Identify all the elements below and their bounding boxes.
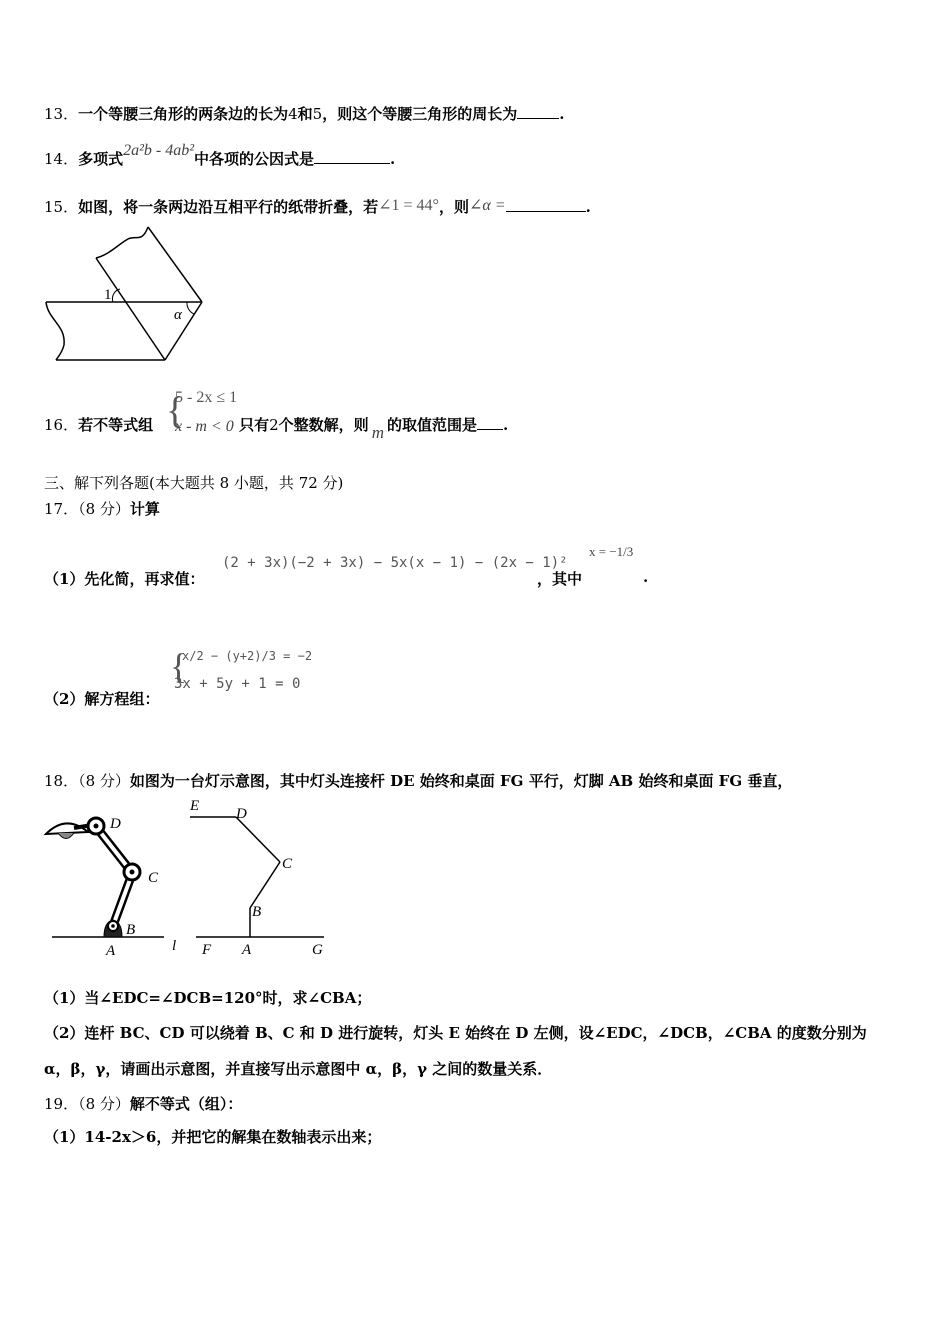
- asked-angle: ∠α =: [468, 197, 506, 214]
- period: .: [502, 416, 509, 434]
- question-text: ，则: [438, 198, 469, 216]
- system-line-2: x - m < 0: [175, 418, 234, 435]
- score: （8 分）: [78, 500, 130, 518]
- question-text: 若不等式组: [78, 416, 154, 434]
- figure-label-alpha: α: [174, 307, 182, 323]
- question-number: 18．: [44, 772, 79, 790]
- question-16: [44, 414, 509, 442]
- question-text: 如图，将一条两边沿互相平行的纸带折叠，若: [78, 198, 379, 216]
- period: .: [559, 105, 565, 123]
- q17-part1-label: （1）先化简，再求值：: [44, 570, 205, 588]
- question-text: 多项式: [78, 150, 124, 168]
- diagram-label-a: A: [242, 942, 252, 958]
- polynomial-expression: 2a²b - 4ab²: [123, 142, 195, 159]
- answer-blank[interactable]: [517, 104, 559, 119]
- number: 2: [269, 416, 279, 434]
- question-text: 一个等腰三角形的两条边的长为: [78, 105, 289, 123]
- question-13: [44, 103, 564, 124]
- question-text: 个整数解，则: [278, 416, 369, 434]
- desk-lamp-picture: [44, 800, 194, 960]
- question-title: 计算: [129, 500, 160, 518]
- score: （8 分）: [78, 772, 130, 790]
- q17-expression: (2 + 3x)(−2 + 3x) − 5x(x − 1) − (2x − 1)²: [222, 555, 568, 571]
- answer-blank[interactable]: [314, 149, 390, 164]
- question-number: 16．: [44, 416, 79, 434]
- question-number: 17．: [44, 500, 79, 518]
- period: .: [643, 568, 649, 586]
- q17-where: ，其中: [537, 570, 583, 588]
- question-text: 的取值范围是: [386, 416, 477, 434]
- section-title: 三、解下列各题(本大题共 8 小题，共 72 分): [44, 474, 344, 492]
- diagram-label-b: B: [252, 904, 262, 920]
- left-brace: {: [166, 390, 185, 432]
- question-number: 15．: [44, 198, 79, 216]
- q19-part1: （1）14-2x＞6，并把它的解集在数轴表示出来；: [44, 1128, 382, 1146]
- question-18: [44, 770, 792, 791]
- lamp-label-d: D: [110, 816, 121, 832]
- variable-m: m: [371, 423, 384, 442]
- equation-1: x/2 − (y+2)/3 = −2: [182, 649, 313, 663]
- q18-part2-line1: （2）连杆 BC、CD 可以绕着 B、C 和 D 进行旋转，灯头 E 始终在 D 左侧，设∠EDC，∠DCB，∠CBA 的度数分别为: [44, 1024, 867, 1042]
- question-title: 解不等式（组）：: [129, 1095, 243, 1113]
- q18-part2-line2: α，β，γ，请画出示意图，并直接写出示意图中 α，β，γ 之间的数量关系．: [44, 1060, 553, 1078]
- diagram-label-g: G: [312, 942, 323, 958]
- question-number: 13．: [44, 105, 79, 123]
- equation-2: 3x + 5y + 1 = 0: [174, 676, 301, 692]
- period: .: [585, 198, 591, 216]
- answer-blank[interactable]: [506, 197, 586, 212]
- q17-part2-label: （2）解方程组：: [44, 690, 160, 708]
- question-text: 和: [297, 105, 313, 123]
- lamp-schematic-diagram: [188, 796, 338, 956]
- question-text: 只有: [239, 416, 270, 434]
- question-19: [44, 1093, 242, 1114]
- left-brace: {: [170, 646, 188, 686]
- given-angle: ∠1 = 44°: [378, 197, 439, 214]
- period: .: [390, 150, 396, 168]
- figure-label-angle-1: 1: [104, 287, 112, 303]
- number: 5: [312, 105, 323, 123]
- folded-strip-figure: [44, 225, 214, 365]
- question-text: ，则这个等腰三角形的周长为: [322, 105, 518, 123]
- score: （8 分）: [78, 1095, 130, 1113]
- answer-blank[interactable]: [477, 415, 503, 430]
- diagram-label-e: E: [190, 798, 200, 814]
- question-15: [44, 196, 591, 217]
- diagram-label-f: F: [202, 942, 212, 958]
- question-text: 中各项的公因式是: [194, 150, 315, 168]
- q18-part1: （1）当∠EDC=∠DCB=120°时，求∠CBA；: [44, 989, 372, 1007]
- lamp-label-l: l: [172, 938, 177, 954]
- diagram-label-c: C: [282, 856, 293, 872]
- diagram-label-d: D: [236, 806, 247, 822]
- lamp-label-b: B: [126, 922, 136, 938]
- question-17: [44, 498, 160, 519]
- q17-x-value: x = −1/3: [589, 544, 634, 559]
- question-14: [44, 142, 396, 169]
- system-line-1: 5 - 2x ≤ 1: [175, 389, 238, 406]
- question-number: 19．: [44, 1095, 79, 1113]
- lamp-label-a: A: [106, 943, 116, 959]
- question-text: 如图为一台灯示意图，其中灯头连接杆 DE 始终和桌面 FG 平行，灯脚 AB 始终和桌面 FG 垂直，: [129, 772, 793, 790]
- question-number: 14．: [44, 150, 79, 168]
- lamp-label-c: C: [148, 870, 159, 886]
- number: 4: [288, 105, 298, 123]
